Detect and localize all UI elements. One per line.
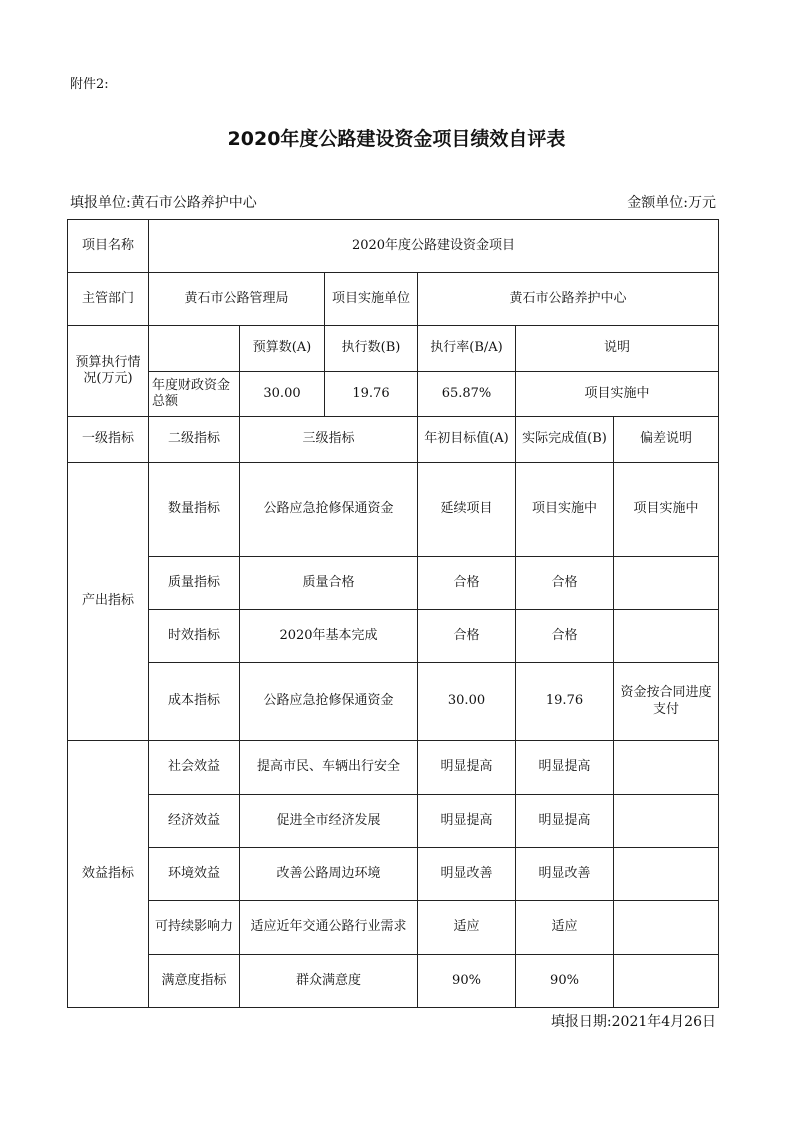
deviation-cell [614, 795, 719, 848]
target-cell: 合格 [418, 557, 516, 610]
dept-label: 主管部门 [68, 273, 149, 326]
budget-row-label: 年度财政资金总额 [149, 372, 240, 417]
amount-unit: 金额单位:万元 [627, 195, 716, 211]
actual-cell: 明显提高 [516, 741, 614, 795]
table-row [68, 955, 719, 1008]
actual-cell: 适应 [516, 901, 614, 955]
deviation-cell [614, 848, 719, 901]
header-deviation: 偏差说明 [614, 417, 719, 463]
target-cell: 合格 [418, 610, 516, 663]
impl-unit-value: 黄石市公路养护中心 [418, 273, 719, 326]
level2-cell: 环境效益 [149, 848, 240, 901]
header-actual: 实际完成值(B) [516, 417, 614, 463]
table-row [68, 901, 719, 955]
header-level1: 一级指标 [68, 417, 149, 463]
target-cell: 明显提高 [418, 795, 516, 848]
deviation-cell [614, 901, 719, 955]
budget-executed-value: 19.76 [325, 372, 418, 417]
budget-values-row [68, 372, 719, 417]
level3-cell: 质量合格 [240, 557, 418, 610]
level3-cell: 公路应急抢修保通资金 [240, 463, 418, 557]
deviation-cell [614, 955, 719, 1008]
actual-cell: 明显提高 [516, 795, 614, 848]
level2-cell: 质量指标 [149, 557, 240, 610]
project-name-value: 2020年度公路建设资金项目 [149, 220, 719, 273]
target-cell: 明显改善 [418, 848, 516, 901]
header-level3: 三级指标 [240, 417, 418, 463]
budget-header-note: 说明 [516, 326, 719, 372]
table-row [68, 795, 719, 848]
table-row [68, 463, 719, 557]
project-name-label: 项目名称 [68, 220, 149, 273]
budget-rate-value: 65.87% [418, 372, 516, 417]
level3-cell: 公路应急抢修保通资金 [240, 663, 418, 741]
level3-cell: 促进全市经济发展 [240, 795, 418, 848]
level3-cell: 群众满意度 [240, 955, 418, 1008]
level3-cell: 2020年基本完成 [240, 610, 418, 663]
deviation-cell [614, 610, 719, 663]
filling-unit: 填报单位:黄石市公路养护中心 [70, 195, 257, 211]
table-row [68, 848, 719, 901]
target-cell: 明显提高 [418, 741, 516, 795]
project-name-row [68, 220, 719, 273]
budget-blank-cell [149, 326, 240, 372]
deviation-cell [614, 741, 719, 795]
target-cell: 延续项目 [418, 463, 516, 557]
header-level2: 二级指标 [149, 417, 240, 463]
level2-cell: 时效指标 [149, 610, 240, 663]
fill-date: 填报日期:2021年4月26日 [550, 1014, 716, 1030]
actual-cell: 合格 [516, 610, 614, 663]
level2-cell: 社会效益 [149, 741, 240, 795]
level2-cell: 满意度指标 [149, 955, 240, 1008]
budget-note-value: 项目实施中 [516, 372, 719, 417]
level2-cell: 经济效益 [149, 795, 240, 848]
table-row [68, 741, 719, 795]
attachment-label: 附件2: [70, 77, 109, 92]
deviation-cell: 资金按合同进度支付 [614, 663, 719, 741]
budget-header-rate: 执行率(B/A) [418, 326, 516, 372]
budget-label: 预算执行情况(万元) [68, 326, 149, 417]
budget-planned-value: 30.00 [240, 372, 325, 417]
table-row [68, 557, 719, 610]
impl-unit-label: 项目实施单位 [325, 273, 418, 326]
dept-row [68, 273, 719, 326]
page-title: 2020年度公路建设资金项目绩效自评表 [227, 128, 566, 150]
actual-cell: 项目实施中 [516, 463, 614, 557]
dept-value: 黄石市公路管理局 [149, 273, 325, 326]
indicator-header-row [68, 417, 719, 463]
output-indicator-label: 产出指标 [68, 463, 149, 741]
actual-cell: 合格 [516, 557, 614, 610]
budget-header-planned: 预算数(A) [240, 326, 325, 372]
actual-cell: 90% [516, 955, 614, 1008]
level2-cell: 可持续影响力 [149, 901, 240, 955]
level3-cell: 适应近年交通公路行业需求 [240, 901, 418, 955]
actual-cell: 19.76 [516, 663, 614, 741]
budget-header-executed: 执行数(B) [325, 326, 418, 372]
deviation-cell: 项目实施中 [614, 463, 719, 557]
table-row [68, 663, 719, 741]
actual-cell: 明显改善 [516, 848, 614, 901]
budget-header-row [68, 326, 719, 372]
benefit-indicator-label: 效益指标 [68, 741, 149, 1008]
level2-cell: 成本指标 [149, 663, 240, 741]
level3-cell: 提高市民、车辆出行安全 [240, 741, 418, 795]
level3-cell: 改善公路周边环境 [240, 848, 418, 901]
level2-cell: 数量指标 [149, 463, 240, 557]
target-cell: 适应 [418, 901, 516, 955]
target-cell: 90% [418, 955, 516, 1008]
evaluation-table [67, 219, 719, 1008]
table-row [68, 610, 719, 663]
target-cell: 30.00 [418, 663, 516, 741]
deviation-cell [614, 557, 719, 610]
header-target: 年初目标值(A) [418, 417, 516, 463]
